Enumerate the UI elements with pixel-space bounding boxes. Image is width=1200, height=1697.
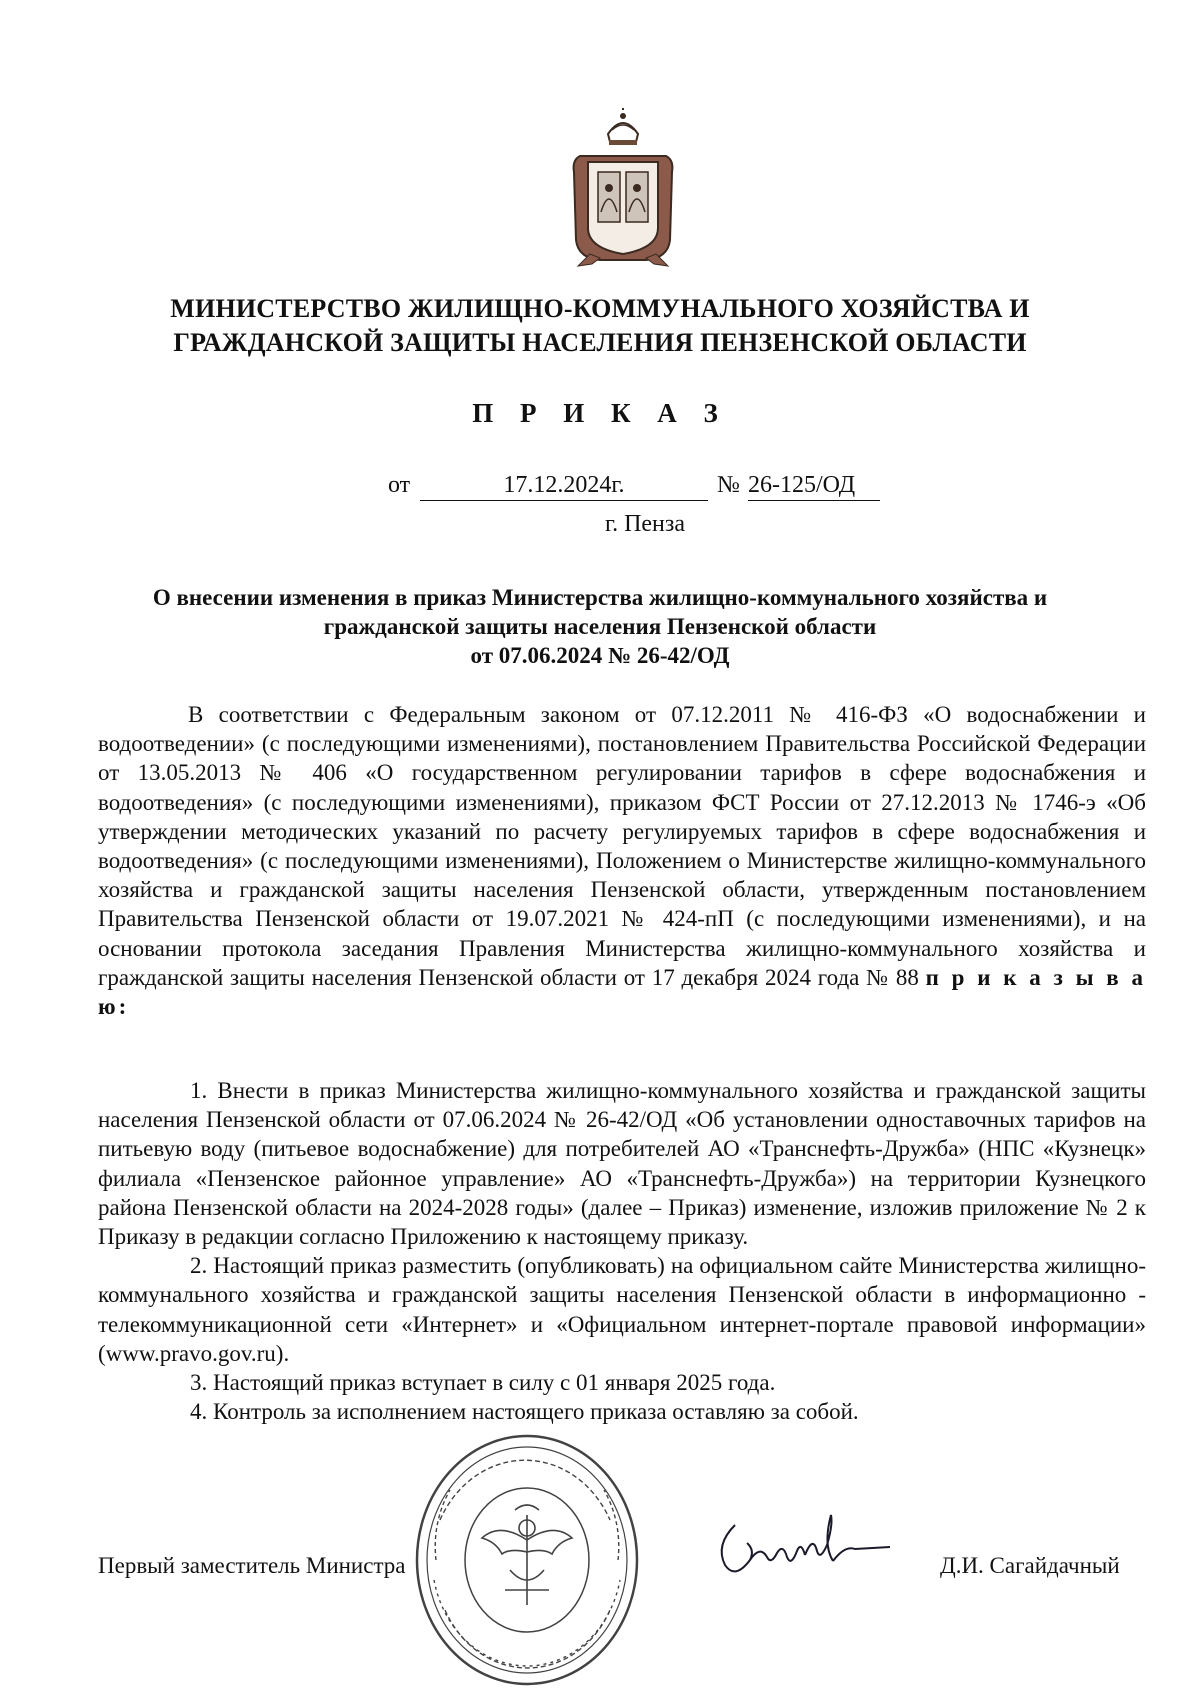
official-seal-stamp-icon	[410, 1430, 645, 1690]
number-sign: №	[717, 472, 740, 498]
order-item-2: 2. Настоящий приказ разместить (опубликовать) на официальном сайте Министерства жилищно-коммунального хозяйства и гражданской защиты населения Пензенской области в информационно - телекоммуникационной сети «Интернет» и «Официальном интернет-портале правовой информации» (www.pravo.gov.ru).	[98, 1253, 1146, 1366]
date-prefix: от	[388, 472, 411, 498]
order-item-3: 3. Настоящий приказ вступает в силу с 01 января 2025 года.	[190, 1370, 776, 1396]
order-item-1: 1. Внести в приказ Министерства жилищно-коммунального хозяйства и гражданской защиты населения Пензенской области от 07.06.2024 № 26-42/ОД «Об установлении одноставочных тарифов на питьевую воду (питьевое водоснабжение) для потребителей АО «Транснефть-Дружба» (НПС «Кузнецк» филиала «Пензенское районное управление» АО «Транснефть-Дружба») на территории Кузнецкого района Пензенской области на 2024-2028 годы» (далее – Приказ) изменение, изложив приложение № 2 к Приказу в редакции согласно Приложению к настоящему приказу.	[98, 1078, 1146, 1250]
ministry-name-line1: МИНИСТЕРСТВО ЖИЛИЩНО-КОММУНАЛЬНОГО ХОЗЯЙСТВА И	[170, 294, 1030, 323]
preamble-text: В соответствии с Федеральным законом от 07.12.2011 № 416-ФЗ «О водоснабжении и водоотведении» (с последующими изменениями), постановлением Правительства Российской Федерации от 13.05.2013 № 406 «О государственном регулировании тарифов в сфере водоснабжения и водоотведения» (с последующими изменениями), приказом ФСТ России от 27.12.2013 № 1746-э «Об утверждении методических указаний по расчету регулируемых тарифов в сфере водоснабжения и водоотведения» (с последующими изменениями), Положением о Министерстве жилищно-коммунального хозяйства и гражданской защиты населения Пензенской области, утвержденным постановлением Правительства Пензенской области от 19.07.2021 № 424-пП (с последующими изменениями), и на основании протокола заседания Правления Министерства жилищно-коммунального хозяйства и гражданской защиты населения Пензенской области от 17 декабря 2024 года № 88	[98, 702, 1146, 990]
order-heading-line1: О внесении изменения в приказ Министерства жилищно-коммунального хозяйства и	[152, 585, 1048, 610]
city: г. Пенза	[604, 511, 686, 537]
handwritten-signature-icon	[705, 1505, 905, 1585]
coat-of-arms-icon	[570, 108, 676, 268]
order-verb: п р и к а з ы в а ю:	[98, 964, 1147, 1020]
signatory-name: Д.И. Сагайдачный	[940, 1553, 1120, 1578]
order-items	[98, 1076, 1146, 1426]
signatory-position: Первый заместитель Министра	[98, 1553, 406, 1578]
order-heading-line3: от 07.06.2024 № 26-42/ОД	[470, 643, 730, 668]
order-heading-line2: гражданской защиты населения Пензенской области	[323, 614, 877, 639]
order-number: 26-125/ОД	[748, 470, 880, 501]
order-date: 17.12.2024г.	[420, 470, 708, 501]
order-title: П Р И К А З	[472, 398, 728, 428]
preamble-paragraph	[98, 700, 1146, 1021]
order-item-4: 4. Контроль за исполнением настоящего приказа оставляю за собой.	[190, 1399, 859, 1425]
ministry-name-line2: ГРАЖДАНСКОЙ ЗАЩИТЫ НАСЕЛЕНИЯ ПЕНЗЕНСКОЙ ОБЛАСТИ	[173, 328, 1027, 357]
